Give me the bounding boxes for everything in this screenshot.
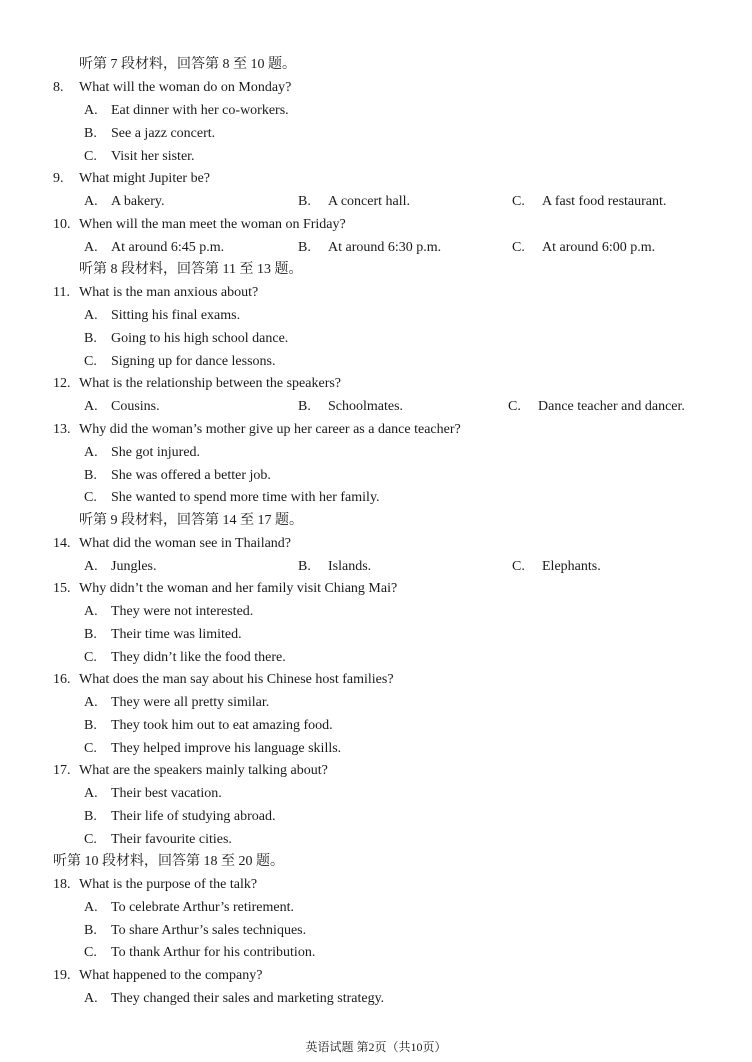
option-label: A. xyxy=(84,604,98,619)
question-number: 10. xyxy=(53,217,71,232)
option-text: Their time was limited. xyxy=(111,627,242,642)
question-text: What is the man anxious about? xyxy=(79,285,259,300)
question-number: 14. xyxy=(53,536,71,551)
option-text: They didn’t like the food there. xyxy=(111,650,286,665)
option-label: B. xyxy=(84,468,97,483)
option-label: B. xyxy=(84,809,97,824)
question-number: 11. xyxy=(53,285,70,300)
option-text: Sitting his final exams. xyxy=(111,308,241,323)
option-text: She wanted to spend more time with her family. xyxy=(111,490,380,505)
question-number: 12. xyxy=(53,376,71,391)
option-text: They changed their sales and marketing strategy. xyxy=(111,991,385,1006)
option-label: A. xyxy=(84,308,98,323)
option-text: Schoolmates. xyxy=(328,399,404,414)
option-text: Cousins. xyxy=(111,399,160,414)
question-text: What are the speakers mainly talking about? xyxy=(79,763,328,778)
option-text: To celebrate Arthur’s retirement. xyxy=(111,900,295,915)
option-label: A. xyxy=(84,399,98,414)
question-number: 8. xyxy=(53,80,64,95)
option-text: At around 6:45 p.m. xyxy=(111,240,225,255)
question-text: What might Jupiter be? xyxy=(79,171,211,186)
option-text: A concert hall. xyxy=(328,194,411,209)
option-label: C. xyxy=(512,194,525,209)
option-label: C. xyxy=(508,399,521,414)
option-label: B. xyxy=(298,559,311,574)
option-label: A. xyxy=(84,559,98,574)
question-text: When will the man meet the woman on Friday? xyxy=(79,217,346,232)
question-number: 13. xyxy=(53,422,71,437)
option-label: B. xyxy=(84,126,97,141)
option-label: B. xyxy=(298,194,311,209)
option-text: They were all pretty similar. xyxy=(111,695,270,710)
option-text: Going to his high school dance. xyxy=(111,331,289,346)
option-label: B. xyxy=(298,240,311,255)
option-text: They took him out to eat amazing food. xyxy=(111,718,333,733)
option-text: Dance teacher and dancer. xyxy=(538,399,685,414)
option-label: C. xyxy=(84,650,97,665)
question-text: Why did the woman’s mother give up her career as a dance teacher? xyxy=(79,422,461,437)
option-label: C. xyxy=(84,741,97,756)
question-number: 18. xyxy=(53,877,71,892)
option-text: She was offered a better job. xyxy=(111,468,271,483)
question-text: What will the woman do on Monday? xyxy=(79,80,292,95)
option-text: They were not interested. xyxy=(111,604,254,619)
question-number: 16. xyxy=(53,672,71,687)
option-label: C. xyxy=(84,354,97,369)
option-label: C. xyxy=(512,559,525,574)
option-text: Elephants. xyxy=(542,559,601,574)
question-text: What did the woman see in Thailand? xyxy=(79,536,292,551)
option-text: Jungles. xyxy=(111,559,157,574)
option-text: At around 6:30 p.m. xyxy=(328,240,442,255)
option-text: Their favourite cities. xyxy=(111,832,232,847)
option-label: A. xyxy=(84,695,98,710)
option-label: B. xyxy=(84,718,97,733)
option-text: They helped improve his language skills. xyxy=(111,741,342,756)
option-label: C. xyxy=(84,149,97,164)
option-label: A. xyxy=(84,240,98,255)
option-label: B. xyxy=(84,627,97,642)
option-label: C. xyxy=(84,832,97,847)
option-text: See a jazz concert. xyxy=(111,126,216,141)
option-text: Their best vacation. xyxy=(111,786,222,801)
option-text: Islands. xyxy=(328,559,372,574)
question-text: What is the purpose of the talk? xyxy=(79,877,258,892)
question-text: What is the relationship between the speakers? xyxy=(79,376,342,391)
section-instruction: 听第 10 段材料，回答第 18 至 20 题。 xyxy=(53,854,284,869)
question-text: What does the man say about his Chinese host families? xyxy=(79,672,394,687)
option-label: A. xyxy=(84,991,98,1006)
option-label: B. xyxy=(84,331,97,346)
option-text: To thank Arthur for his contribution. xyxy=(111,945,316,960)
option-text: Their life of studying abroad. xyxy=(111,809,276,824)
section-instruction: 听第 8 段材料，回答第 11 至 13 题。 xyxy=(79,262,303,277)
option-label: A. xyxy=(84,786,98,801)
option-label: B. xyxy=(298,399,311,414)
section-instruction: 听第 9 段材料，回答第 14 至 17 题。 xyxy=(79,513,303,528)
section-instruction: 听第 7 段材料，回答第 8 至 10 题。 xyxy=(79,57,296,72)
option-text: She got injured. xyxy=(111,445,201,460)
option-text: A fast food restaurant. xyxy=(542,194,667,209)
question-number: 17. xyxy=(53,763,71,778)
option-text: To share Arthur’s sales techniques. xyxy=(111,923,307,938)
option-label: C. xyxy=(84,945,97,960)
option-label: A. xyxy=(84,900,98,915)
option-text: At around 6:00 p.m. xyxy=(542,240,656,255)
question-number: 9. xyxy=(53,171,64,186)
option-text: Eat dinner with her co-workers. xyxy=(111,103,289,118)
option-text: Signing up for dance lessons. xyxy=(111,354,276,369)
option-text: Visit her sister. xyxy=(111,149,195,164)
option-label: A. xyxy=(84,103,98,118)
question-text: Why didn’t the woman and her family visit Chiang Mai? xyxy=(79,581,398,596)
option-label: A. xyxy=(84,445,98,460)
option-label: C. xyxy=(512,240,525,255)
option-label: B. xyxy=(84,923,97,938)
page-footer: 英语试题 第2页（共10页） xyxy=(305,1040,447,1054)
question-text: What happened to the company? xyxy=(79,968,263,983)
option-text: A bakery. xyxy=(111,194,165,209)
question-number: 15. xyxy=(53,581,71,596)
option-label: C. xyxy=(84,490,97,505)
question-number: 19. xyxy=(53,968,71,983)
option-label: A. xyxy=(84,194,98,209)
